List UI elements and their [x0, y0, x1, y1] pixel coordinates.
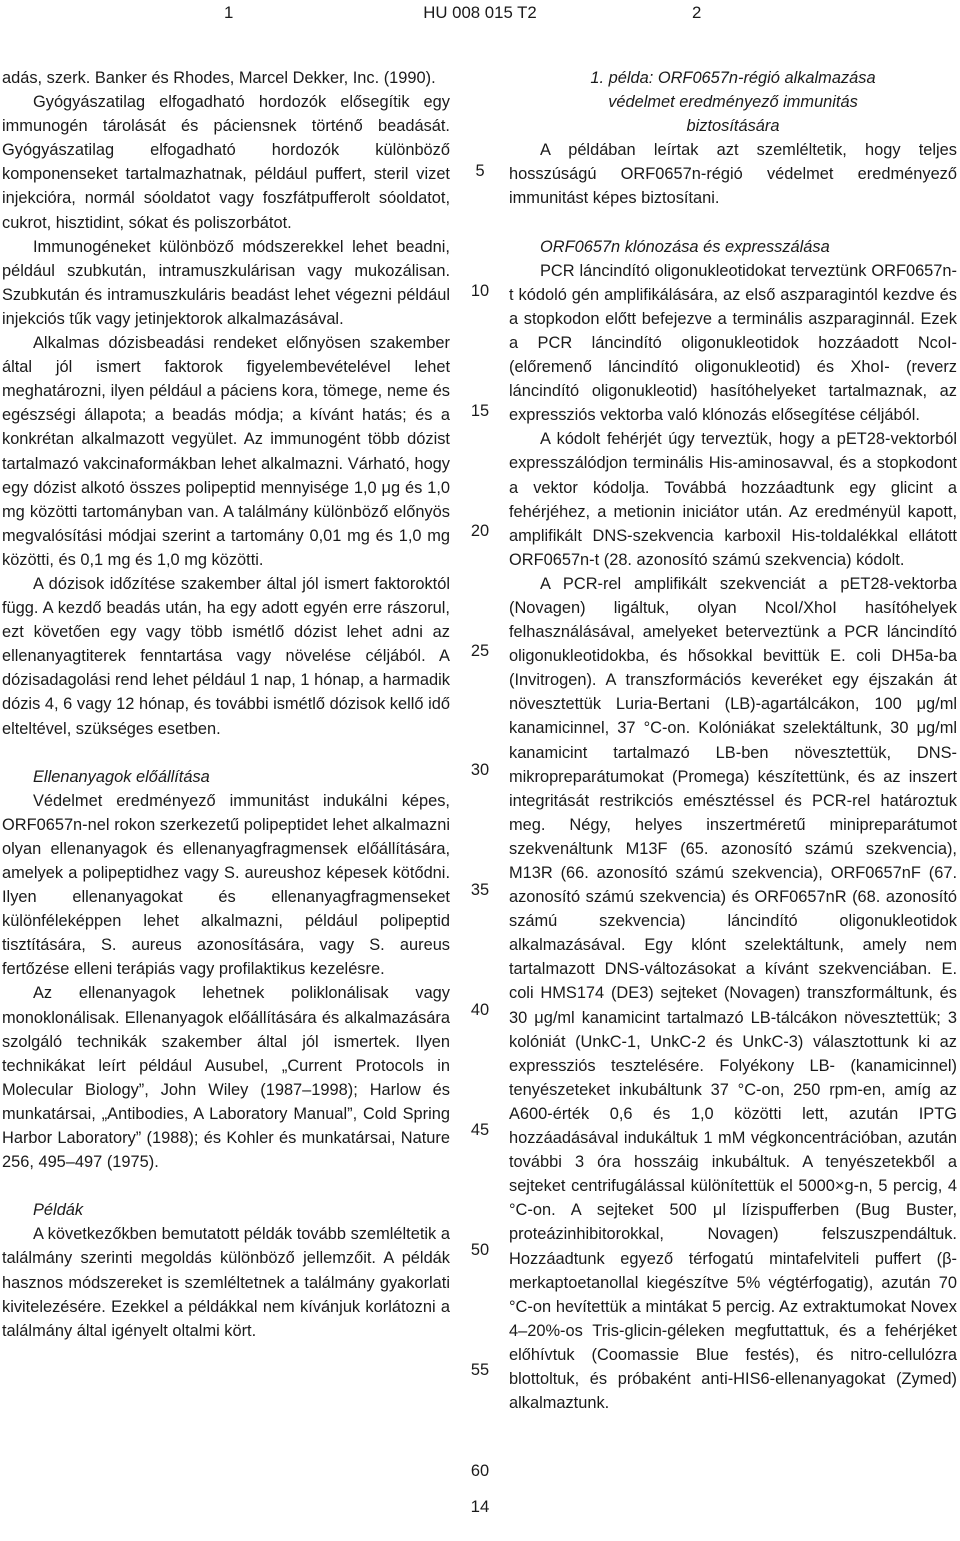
section-heading: ORF0657n klónozása és expresszálása	[540, 237, 830, 256]
paragraph: PCR láncindító oligonukleotidokat terveztünk ORF0657n-t kódoló gén amplifikálására, az első aszparagintól kezdve és a stopkodon előtt befejezve a terminális aszparaginnál. Ezek a PCR láncindító oligonukleotidok hozzáadott NcoI- (előremenő láncindító oligonukleotid) és XhoI- (reverz láncindító oligonukleotid) hasítóhelyeket tartalmaznak, az expressziós vektorba való klónozás elősegítése céljából.	[509, 261, 957, 425]
line-number: 45	[470, 1121, 490, 1139]
line-number: 25	[470, 642, 490, 660]
example-title: biztosítására	[686, 117, 780, 136]
line-number: 60	[470, 1462, 490, 1480]
paragraph: Immunogéneket különböző módszerekkel lehet beadni, például szubkután, intramuszkulárisan vagy mukozálisan. Szubkután és intramuszkuláris beadást lehet végezni például injekciós tűk vagy jetinjektorok alkalmazásával.	[2, 237, 450, 328]
line-number: 55	[470, 1361, 490, 1379]
paragraph: A dózisok időzítése szakember által jól ismert faktoroktól függ. A kezdő beadás után, ha egy adott egyén erre rászorul, ezt követően egy vagy több ismétlő dózist lehet adni az ellenanyagtiterek fenntartása vagy növelése céljából. A dózisadagolási rend lehet például 1 nap, 1 hónap, a harmadik dózis 4, 6 vagy 12 hónap, és további ismétlő dózisok kellő idő elteltével, szükséges esetben.	[2, 574, 450, 738]
line-number: 40	[470, 1001, 490, 1019]
header-right-column-number: 2	[692, 3, 702, 22]
paragraph: Védelmet eredményező immunitást indukálni képes, ORF0657n-nel rokon szerkezetű polipeptidet lehet alkalmazni olyan ellenanyagok és ellenanyagfragmensek előállítására, amelyek a polipeptidhez vagy S. aureushoz képesek kötődni. Ilyen ellenanyagokat és ellenanyagfragmenseket különféleképpen lehet alkalmazni, például polipeptid tisztítására, S. aureus azonosítására, vagy S. aureus fertőzése elleni terápiás vagy profilaktikus kezelésre.	[2, 791, 450, 979]
section-heading: Példák	[33, 1201, 84, 1220]
line-number: 35	[470, 881, 490, 899]
paragraph: A következőkben bemutatott példák tovább szemléltetik a találmány szerinti megoldás különböző jellemzőit. A példák hasznos módszereket is szemléltetnek a találmány gyakorlati kivitelezésére. Ezekkel a példákkal nem kívánjuk korlátozni a találmány által igényelt oltalmi kört.	[2, 1225, 450, 1340]
line-number: 10	[470, 282, 490, 300]
line-number: 50	[470, 1241, 490, 1259]
right-column	[509, 66, 957, 1415]
paragraph: A PCR-rel amplifikált szekvenciát a pET28-vektorba (Novagen) ligáltuk, olyan NcoI/XhoI hasítóhelyek felhasználásával, amelyeket beterveztünk a PCR láncindító oligonukleotidokba, és hősokkal bevittük E. coli DH5a-ba (Invitrogen). A transzformációs keveréket egy éjszakán át növesztettük Luria-Bertani (LB)-agartálcákon, 100 μg/ml kanamicinnel, 37 °C-on. Kolóniákat szelektáltunk, 30 μg/ml kanamicint tartalmazó LB-ben növesztettük, DNS-mikropreparátumokat (Promega) készítettünk, és az inszert integritását restrikciós emésztéssel és PCR-rel határoztuk meg. Négy, helyes inszertméretű minipreparátumot szekvenáltunk M13F (65. azonosító számú szekvencia), M13R (66. azonosító számú szekvencia), ORF0657nF (67. azonosító számú szekvencia) és ORF0657nR (68. azonosító számú szekvencia) láncindító oligonukleotidok alkalmazásával. Egy klónt szelektáltunk, amely nem tartalmazott DNS-változásokat a kívánt szekvenciában. E. coli HMS174 (DE3) sejteket (Novagen) transzformáltunk, és 30 μg/ml kanamicint tartalmazó LB-tálcákon növesztettük; 3 kolóniát (UnkC-1, UnkC-2 és UnkC-3) választottunk ki az expressziós tesztelésére. Folyékony LB- (kanamicinnel) tenyészeteket inkubáltunk 37 °C-on, 250 rpm-en, amíg az A600-érték 0,6 és 1,0 közötti lett, azután IPTG hozzáadásával indukáltuk 1 mM végkoncentrációban, azután további 3 óra hosszáig inkubáltuk. A tenyészetekből a sejteket centrifugálással különítettük el 5000×g-n, 5 percig, 4 °C-on. A sejteket 500 μl lízispufferben (Bug Buster, proteázinhibitorokkal, Novagen) felszuszpendáltuk. Hozzáadtunk egyező térfogatú mintafelviteli puffert (β-merkaptoetanollal kiegészítve 5% végtérfogatig), azután 70 °C-on hevítettük a mintákat 5 percig. Az extraktumokat Novex 4–20%-os Tris-glicin-géleken megfuttattuk, és a fehérjéket előhívtuk (Coomassie Blue festés), és nitro-cellulózra blottoltuk, és próbaként anti-HIS6-ellenanyagokat (Zymed) alkalmaztunk.	[509, 574, 957, 1413]
page-number: 14	[470, 1497, 490, 1516]
left-column	[2, 66, 450, 1343]
paragraph: adás, szerk. Banker és Rhodes, Marcel Dekker, Inc. (1990).	[2, 69, 436, 87]
paragraph: Gyógyászatilag elfogadható hordozók elősegítik egy immunogén tárolását és páciensnek történő beadását. Gyógyászatilag elfogadható hordozók különböző komponenseket tartalmazhatnak, például puffert, steril vizet injekcióra, normál sóoldatot vagy foszfátpufferolt sóoldatot, cukrot, hisztidint, sókat és poliszorbátot.	[2, 93, 450, 232]
paragraph: Az ellenanyagok lehetnek poliklonálisak vagy monoklonálisak. Ellenanyagok előállítására és alkalmazására szolgáló technikák szakember által jól ismertek. Ilyen technikákat leírt például Ausubel, „Current Protocols in Molecular Biology”, John Wiley (1987–1998); Harlow és munkatársai, „Antibodies, A Laboratory Manual”, Cold Spring Harbor Laboratory” (1988); és Kohler és munkatársai, Nature 256, 495–497 (1975).	[2, 984, 450, 1172]
example-title: védelmet eredményező immunitás	[608, 93, 858, 112]
paragraph: A példában leírtak azt szemléltetik, hogy teljes hosszúságú ORF0657n-régió védelmet eredményező immunitást képes biztosítani.	[509, 141, 957, 208]
section-heading: Ellenanyagok előállítása	[33, 767, 210, 786]
line-number: 30	[470, 761, 490, 779]
line-number: 20	[470, 522, 490, 540]
line-number: 5	[475, 162, 485, 180]
example-title: 1. példa: ORF0657n-régió alkalmazása	[590, 69, 876, 87]
patent-number: HU 008 015 T2	[423, 3, 537, 22]
paragraph: A kódolt fehérjét úgy terveztük, hogy a pET28-vektorból expresszálódjon terminális His-aminosavval, és a stopkodont a vektor kódolja. Továbbá hozzáadtunk egy glicint a fehérjéhez, a metionin iniciátor után. Az eredményül kapott, amplifikált DNS-szekvencia karboxil His-toldalékkal ellátott ORF0657n-t (28. azonosító számú szekvencia) kódolt.	[509, 430, 957, 569]
paragraph: Alkalmas dózisbeadási rendeket előnyösen szakember által jól ismert faktorok figyelembevételével lehet meghatározni, ilyen például a páciens kora, tömege, neme és egészségi állapota; a beadás módja; a kívánt hatás; és a konkrétan alkalmazott vegyület. Az immunogént több dózist tartalmazó vakcinaformákban lehet alkalmazni. Várható, hogy egy dózist alkotó összes polipeptid mennyisége 1,0 μg és 1,0 mg közötti tartományban van. A találmány különböző előnyös megvalósítási módjai szerint a tartomány 0,01 mg és 1,0 mg közötti, és 0,1 mg és 1,0 mg közötti.	[2, 334, 450, 569]
header-left-column-number: 1	[224, 3, 234, 22]
line-number: 15	[470, 402, 490, 420]
